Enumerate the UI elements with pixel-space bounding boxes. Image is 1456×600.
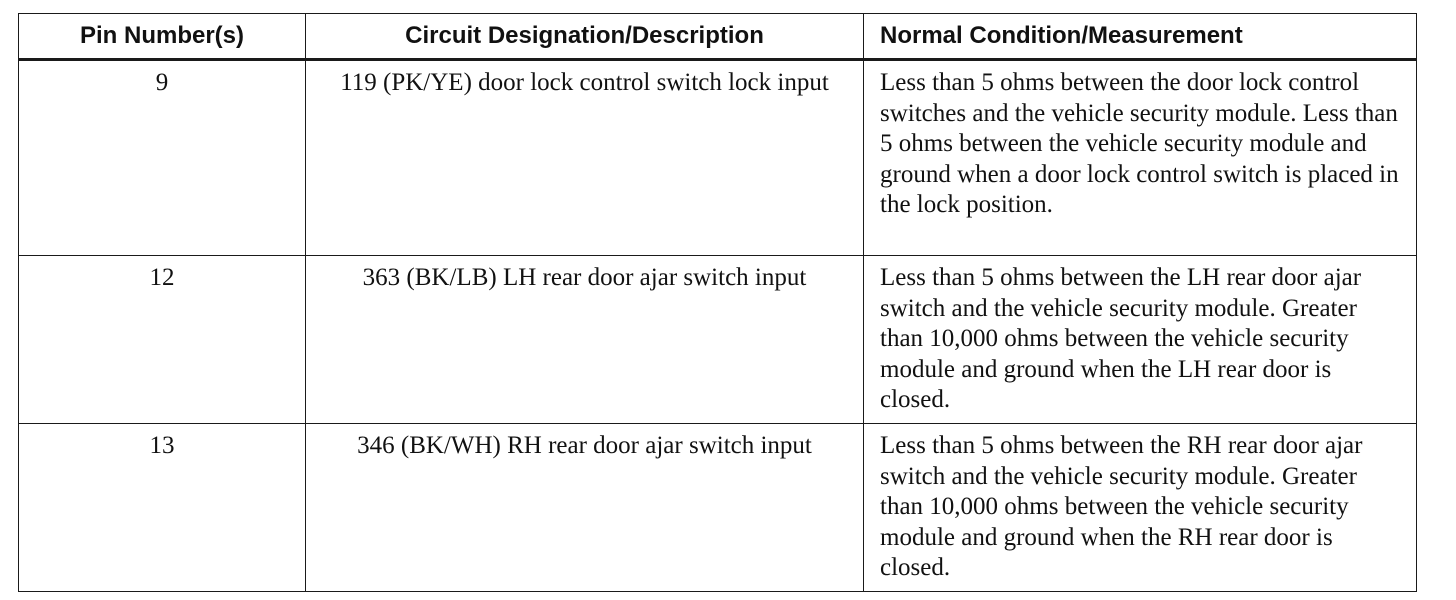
pin-number-cell: 12 bbox=[19, 256, 306, 424]
circuit-description-cell: 346 (BK/WH) RH rear door ajar switch input bbox=[306, 423, 864, 591]
pin-table-container bbox=[18, 13, 1417, 592]
table-header-row bbox=[19, 14, 1417, 60]
circuit-description-cell: 363 (BK/LB) LH rear door ajar switch input bbox=[306, 256, 864, 424]
normal-condition-cell: Less than 5 ohms between the RH rear door ajar switch and the vehicle security module. Greater than 10,000 ohms between the vehicle security module and ground when the RH rear door is closed. bbox=[864, 423, 1417, 591]
pin-number-cell: 13 bbox=[19, 423, 306, 591]
pin-number-cell: 9 bbox=[19, 60, 306, 256]
table-row bbox=[19, 256, 1417, 424]
pin-measurement-table bbox=[18, 13, 1417, 592]
table-row bbox=[19, 60, 1417, 256]
header-circuit-designation: Circuit Designation/Description bbox=[306, 14, 864, 60]
normal-condition-cell: Less than 5 ohms between the LH rear door ajar switch and the vehicle security module. Greater than 10,000 ohms between the vehicle security module and ground when the LH rear door is closed. bbox=[864, 256, 1417, 424]
circuit-description-cell: 119 (PK/YE) door lock control switch lock input bbox=[306, 60, 864, 256]
normal-condition-cell: Less than 5 ohms between the door lock control switches and the vehicle security module. Less than 5 ohms between the vehicle security module and ground when a door lock control switch is placed in the lock position. bbox=[864, 60, 1417, 256]
header-normal-condition: Normal Condition/Measurement bbox=[864, 14, 1417, 60]
table-row bbox=[19, 423, 1417, 591]
header-pin-numbers: Pin Number(s) bbox=[19, 14, 306, 60]
